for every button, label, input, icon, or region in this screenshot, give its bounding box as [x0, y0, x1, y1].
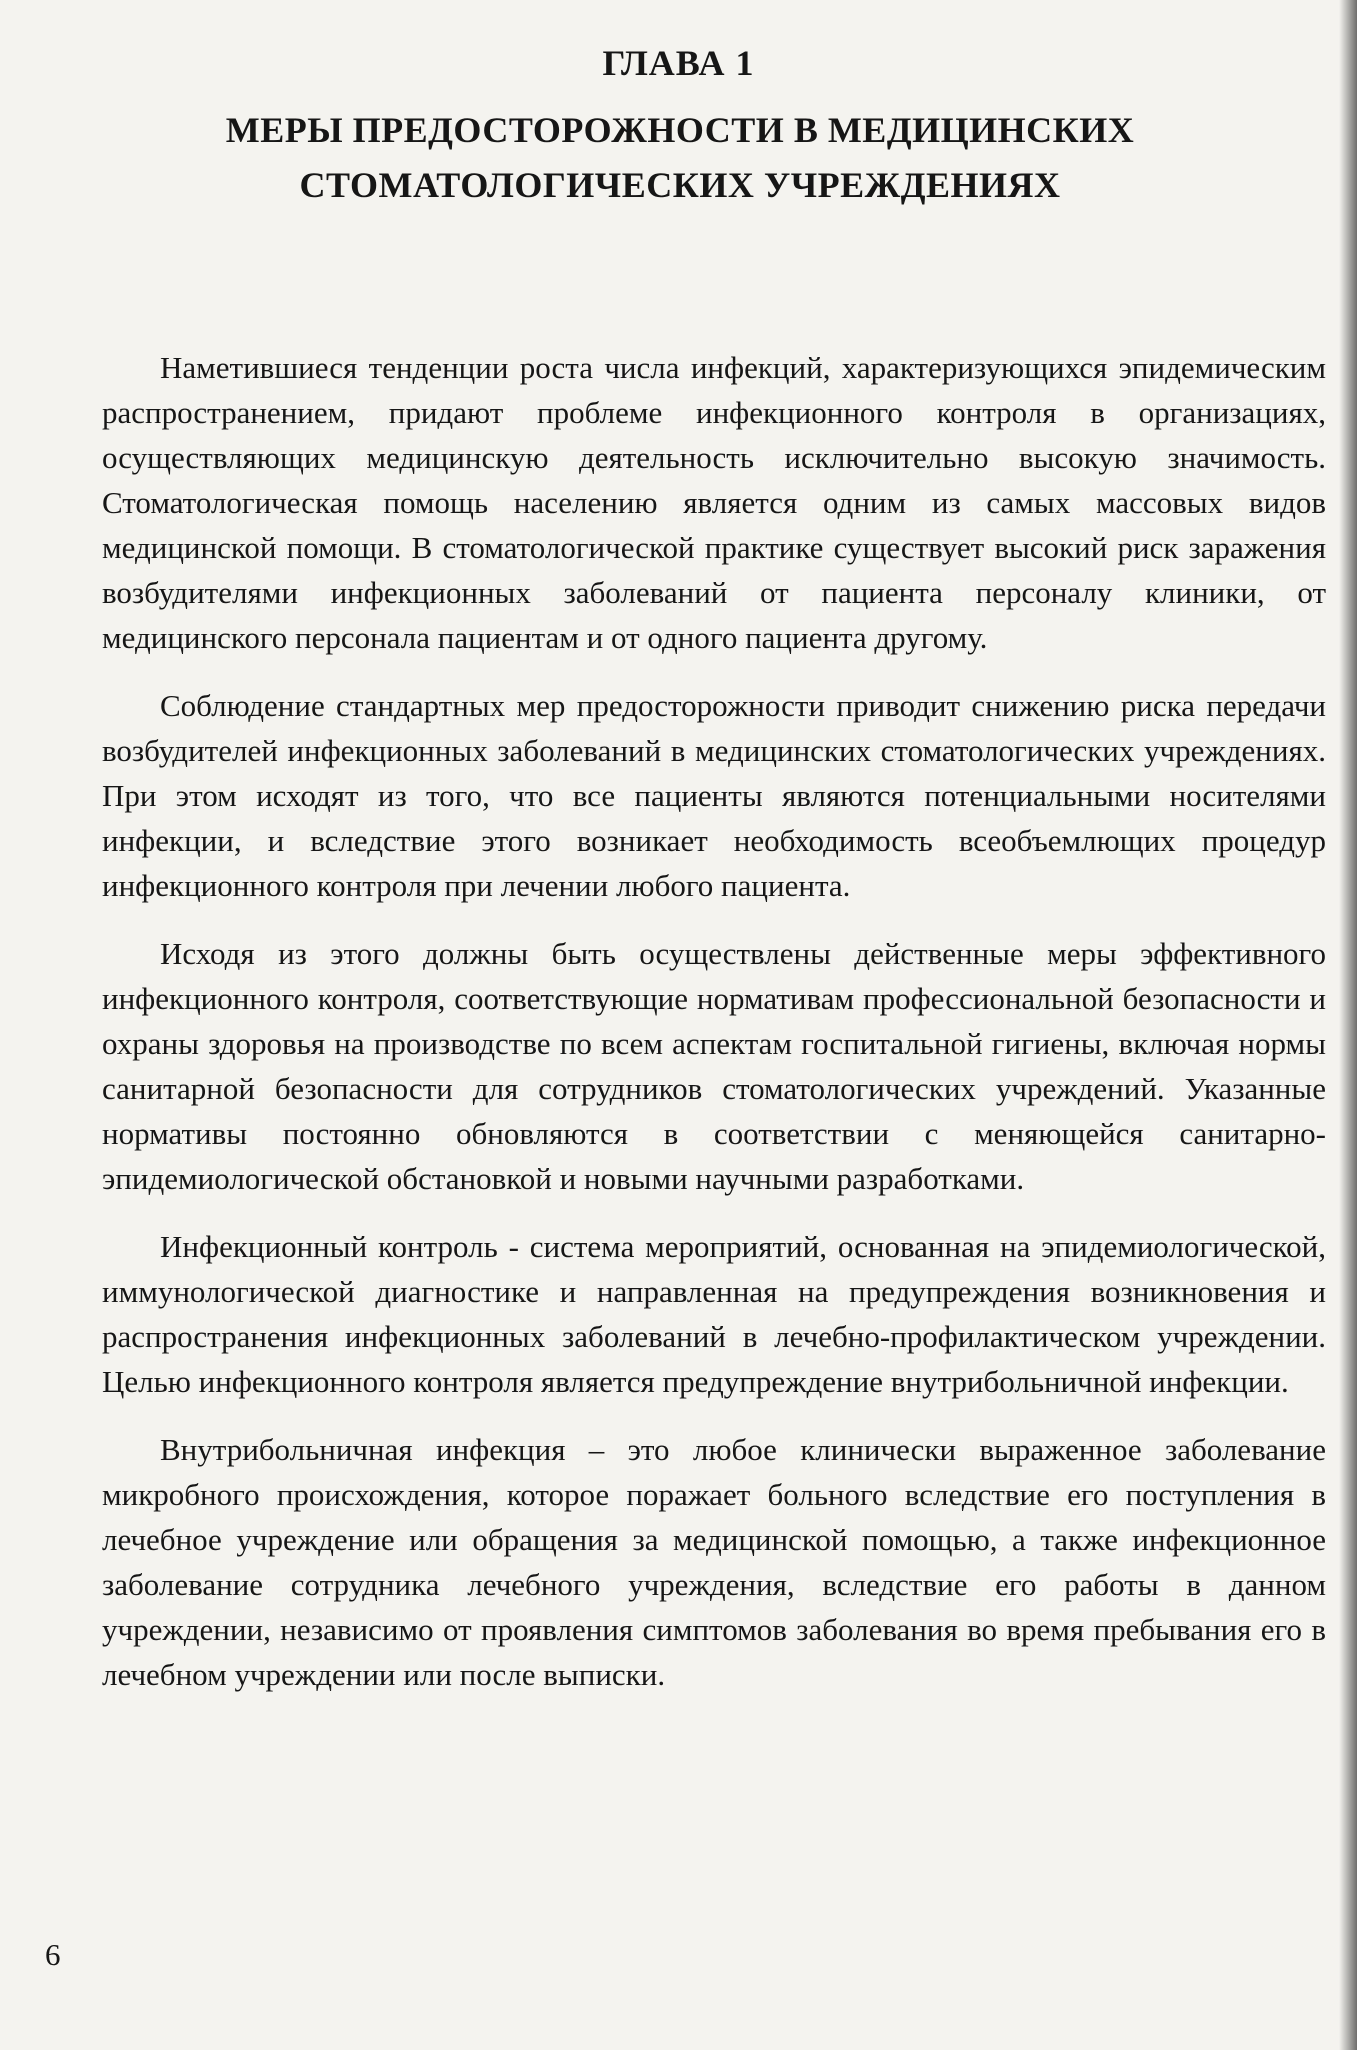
paragraph: Наметившиеся тенденции роста числа инфекций, характеризующихся эпидемическим распространением, придают проблеме инфекционного контроля в организациях, осуществляющих медицинскую деятельность исключительно высокую значимость. Стоматологическая помощь населению является одним из самых массовых видов медицинской помощи. В стоматологической практике существует высокий риск заражения возбудителями инфекционных заболеваний от пациента персоналу клиники, от медицинского персонала пациентам и от одного пациента другому.: [102, 350, 1326, 655]
paragraph: Исходя из этого должны быть осуществлены действенные меры эффективного инфекционного контроля, соответствующие нормативам профессиональной безопасности и охраны здоровья на производстве по всем аспектам госпитальной гигиены, включая нормы санитарной безопасности для сотрудников стоматологических учреждений. Указанные нормативы постоянно обновляются в соответствии с меняющейся санитарно-эпидемиологической обстановкой и новыми научными разработками.: [102, 936, 1326, 1196]
chapter-label: ГЛАВА 1: [602, 43, 755, 83]
page-number: 6: [45, 1937, 61, 1972]
body-text: [102, 345, 1326, 1720]
chapter-title: МЕРЫ ПРЕДОСТОРОЖНОСТИ В МЕДИЦИНСКИХ СТОМАТОЛОГИЧЕСКИХ УЧРЕЖДЕНИЯХ: [225, 110, 1135, 205]
book-spine-shadow: [1339, 0, 1357, 2050]
paragraph: Внутрибольничная инфекция – это любое клинически выраженное заболевание микробного происхождения, которое поражает больного вследствие его поступления в лечебное учреждение или обращения за медицинской помощью, а также инфекционное заболевание сотрудника лечебного учреждения, вследствие его работы в данном учреждении, независимо от проявления симптомов заболевания во время пребывания его в лечебном учреждении или после выписки.: [102, 1432, 1326, 1692]
paragraph: Инфекционный контроль - система мероприятий, основанная на эпидемиологической, иммунологической диагностике и направленная на предупреждения возникновения и распространения инфекционных заболеваний в лечебно-профилактическом учреждении. Целью инфекционного контроля является предупреждение внутрибольничной инфекции.: [102, 1229, 1326, 1399]
paragraph: Соблюдение стандартных мер предосторожности приводит снижению риска передачи возбудителей инфекционных заболеваний в медицинских стоматологических учреждениях. При этом исходят из того, что все пациенты являются потенциальными носителями инфекции, и вследствие этого возникает необходимость всеобъемлющих процедур инфекционного контроля при лечении любого пациента.: [102, 688, 1326, 903]
